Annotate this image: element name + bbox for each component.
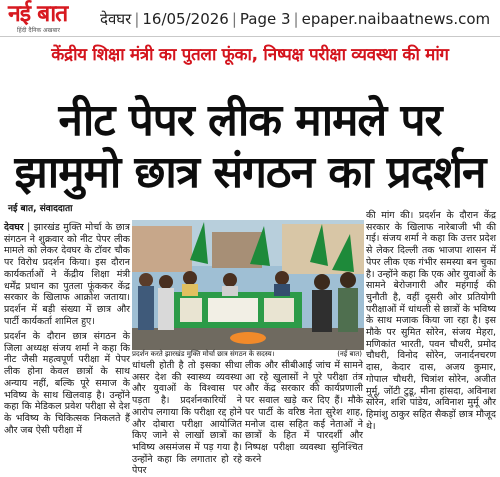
column-1-text: | झारखंड मुक्ति मोर्चा के छात्र संगठन ने शुक्रवार को नीट पेपर लीक मामले को लेकर देवघर के टॉवर चौक पर विरोध प्रदर्शन किया। इस दौरान कार्यकर्ताओं ने केंद्रीय शिक्षा मंत्री धर्मेंद्र प्रधान का पुतला फूंककर केंद्र सरकार के खिलाफ आक्रोश जताया। प्रदर्शन में बड़ी संख्या में छात्र और पार्टी कार्यकर्ता शामिल हुए। (4, 222, 130, 327)
logo-text: नई बात (8, 1, 68, 27)
column-2-text: धांधली होती है तो इसका सीधा असर देश की स्वास्थ्य व्यवस्था और युवाओं के विश्वास पर पड़ता है। प्रदर्शनकारियों ने आरोप लगाया कि परीक्षा रद्द होने और दोबारा परीक्षा आयोजित किए जाने से लाखों छात्रों का भविष्य असमंजस में पड़ गया है। उन्होंने कहा कि लगातार हो रहे पेपर (132, 360, 242, 477)
meta-separator: | (293, 10, 299, 28)
column-4-text: की मांग की। प्रदर्शन के दौरान केंद्र सरकार के खिलाफ नारेबाजी भी की गई। संजय शर्मा ने कहा कि उत्तर प्रदेश से लेकर दिल्ली तक भाजपा शासन में पेपर लीक एक गंभीर समस्या बन चुका है। उन्होंने कहा कि एक ओर युवाओं के सामने बेरोजगारी और महंगाई की चुनौती है, वहीं दूसरी ओर प्रतियोगी परीक्षाओं में धांधली से छात्रों के भविष्य के साथ मजाक किया जा रहा है। इस मौके पर सुमित सोरेन, संजय मेहरा, मणिकांत भारती, पवन चौधरी, प्रमोद चौधरी, विनोद सोरेन, जनार्दनचरण दास, केदार दास, अजय कुमार, गोपाल चौधरी, चित्रांश सोरेन, अजीत मुर्मू, जोंटी टुडू, मीना हांसदा, अविनाश सोरेन, शशि पांडेय, अविनाश मुर्मू और हिमांशु ठाकुर सहित सैकड़ों छात्र मौजूद थे। (366, 210, 496, 432)
edition-city: देवघर (100, 10, 132, 28)
photo-credit: (नई बात) (337, 350, 362, 358)
article-kicker: केंद्रीय शिक्षा मंत्री का पुतला फूंका, निष्पक्ष परीक्षा व्यवस्था की मांग (51, 45, 449, 65)
column-3-text: लीक और सीबीआई जांच में सामने आ रहे खुलासों ने पूरे परीक्षा तंत्र और केंद्र सरकार की कार्यप्रणाली पर सवाल खड़े कर दिए हैं। मौके पर पार्टी के वरिष्ठ नेता सुरेश शाह, मनोज दास सहित कई नेताओं ने छात्रों के हित में पारदर्शी और निष्पक्ष परीक्षा व्यवस्था सुनिश्चित करने (245, 360, 363, 465)
meta-separator: | (134, 10, 140, 28)
article-column-1 (4, 222, 130, 327)
caption-text: प्रदर्शन करते झारखंड मुक्ति मोर्चा छात्र संगठन के सदस्य। (132, 350, 275, 358)
photo-illustration (132, 220, 364, 350)
headline-line-2: झामुमो छात्र संगठन का प्रदर्शन (14, 147, 486, 198)
protest-photo (132, 220, 364, 350)
headline-line-1: नीट पेपर लीक मामले पर (58, 95, 442, 146)
logo-tagline: हिंदी दैनिक अखबार (17, 27, 60, 34)
masthead (0, 0, 500, 37)
edition-date: 16/05/2026 (142, 10, 229, 28)
column-1b-text: प्रदर्शन के दौरान छात्र संगठन के जिला अध्यक्ष संजय शर्मा ने कहा कि नीट जैसी महत्वपूर्ण परीक्षा में पेपर लीक होना केवल छात्रों के साथ अन्याय नहीं, बल्कि पूरे समाज के भविष्य के साथ खिलवाड़ है। उन्होंने कहा कि मेडिकल प्रवेश परीक्षा से देश के भविष्य के चिकित्सक निकलते हैं और जब ऐसी परीक्षा में (4, 331, 130, 436)
epaper-link[interactable]: epaper.naibaatnews.com (301, 10, 491, 28)
dateline: देवघर (4, 222, 24, 233)
photo-caption (132, 350, 364, 360)
article-column-3 (245, 360, 363, 465)
article-column-1b (4, 331, 130, 436)
article-column-2 (132, 360, 242, 477)
page-number: Page 3 (239, 10, 291, 28)
edition-meta (100, 9, 490, 29)
meta-separator: | (231, 10, 237, 28)
article-column-4 (366, 210, 496, 432)
byline: नई बात, संवाददाता (8, 204, 73, 214)
newspaper-logo (8, 2, 86, 34)
